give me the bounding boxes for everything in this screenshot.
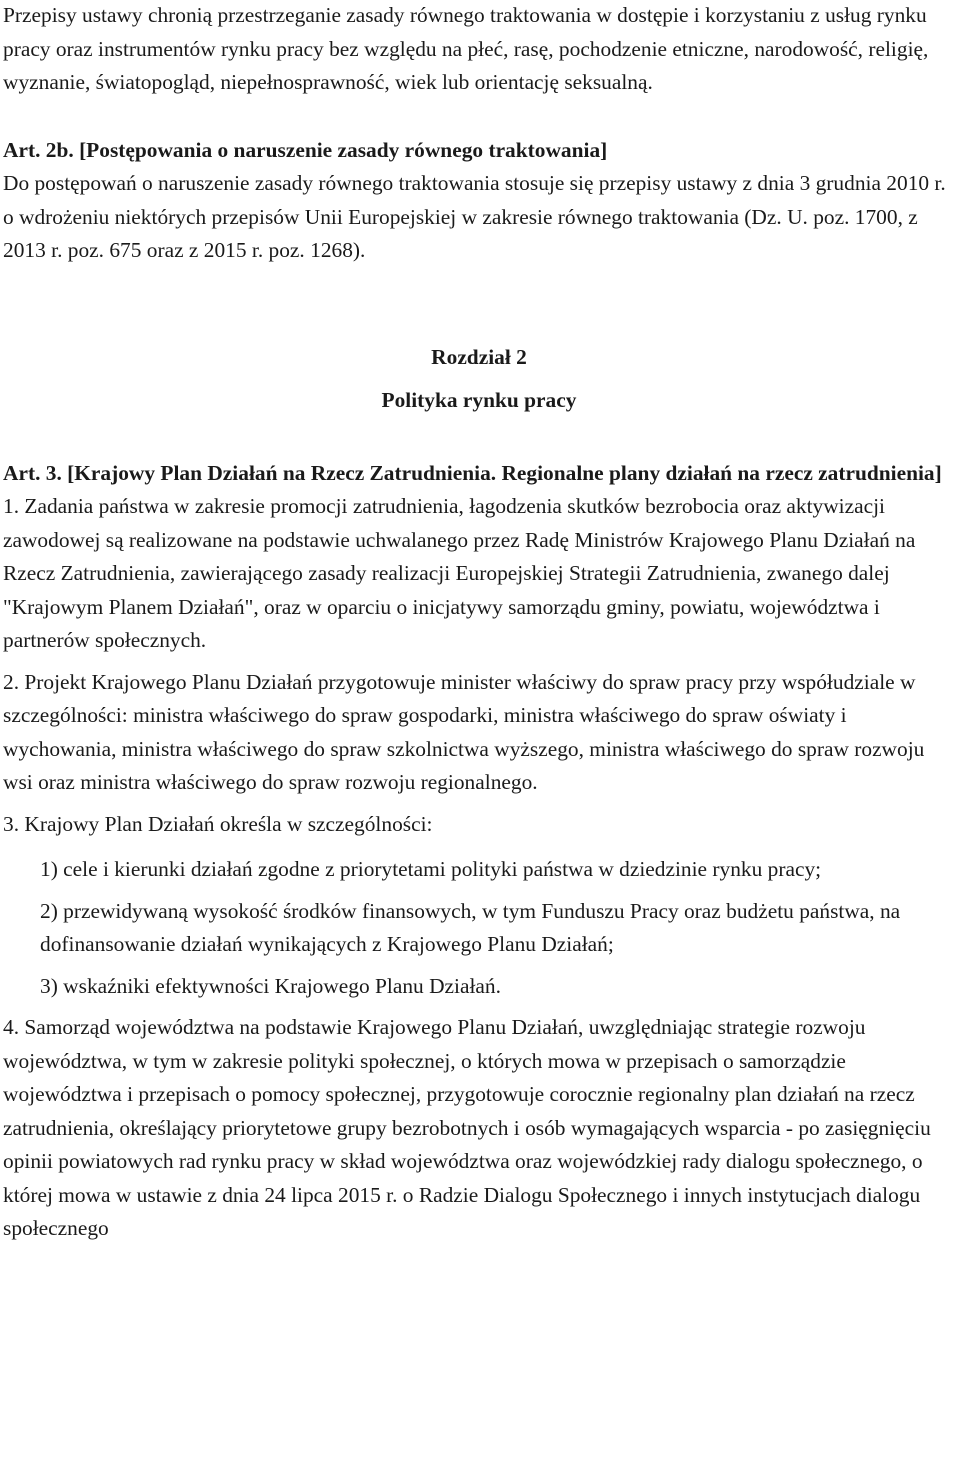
- article-3-heading: Art. 3. [Krajowy Plan Działań na Rzecz Zatrudnienia. Regionalne plany działań na rzecz zatrudnienia]: [3, 460, 942, 485]
- article-2b-title: [Postępowania o naruszenie zasady równego traktowania]: [79, 137, 608, 162]
- article-3-item-1: 1) cele i kierunki działań zgodne z priorytetami polityki państwa w dziedzinie rynku pracy;: [40, 857, 822, 881]
- article-2b: [3, 134, 955, 268]
- article-3: [3, 457, 955, 1246]
- chapter-heading: [3, 336, 955, 422]
- article-3-section-3: 3. Krajowy Plan Działań określa w szczególności:: [3, 811, 433, 836]
- article-3-section-4: 4. Samorząd województwa na podstawie Krajowego Planu Działań, uwzględniając strategie rozwoju województwa, w tym w zakresie polityki społecznej, o których mowa w przepisach o samorządzie województwa i przepisach o pomocy społecznej, przygotowuje corocznie regionalny plan działań na rzecz zatrudnienia, określający priorytetowe grupy bezrobotnych i osób wymagających wsparcia - po zasięgnięciu opinii powiatowych rad rynku pracy w skład województwa oraz wojewódzkiej rady dialogu społecznego, o której mowa w ustawie z dnia 24 lipca 2015 r. o Radzie Dialogu Społecznego i innych instytucjach dialogu społecznego: [3, 1015, 931, 1240]
- chapter-number: Rozdział 2: [431, 344, 527, 369]
- intro-paragraph: Przepisy ustawy chronią przestrzeganie zasady równego traktowania w dostępie i korzystaniu z usług rynku pracy oraz instrumentów rynku pracy bez względu na płeć, rasę, pochodzenie etniczne, narodowość, religię, wyznanie, światopogląd, niepełnosprawność, wiek lub orientację seksualną.: [3, 3, 929, 94]
- chapter-title: Polityka rynku pracy: [381, 387, 577, 412]
- article-2b-text: Do postępowań o naruszenie zasady równego traktowania stosuje się przepisy ustawy z dnia 3 grudnia 2010 r. o wdrożeniu niektórych przepisów Unii Europejskiej w zakresie równego traktowania (Dz. U. poz. 1700, z 2013 r. poz. 675 oraz z 2015 r. poz. 1268).: [3, 171, 946, 262]
- document-page: [3, 0, 955, 1246]
- article-2b-heading: Art. 2b.: [3, 137, 74, 162]
- article-3-item-2: 2) przewidywaną wysokość środków finansowych, w tym Funduszu Pracy oraz budżetu państwa, na dofinansowanie działań wynikających z Krajowego Planu Działań;: [40, 898, 901, 956]
- article-3-section-1: 1. Zadania państwa w zakresie promocji zatrudnienia, łagodzenia skutków bezrobocia oraz aktywizacji zawodowej są realizowane na podstawie uchwalanego przez Radę Ministrów Krajowego Planu Działań na Rzecz Zatrudnienia, zawierającego zasady realizacji Europejskiej Strategii Zatrudnienia, zwanego dalej "Krajowym Planem Działań", oraz w oparciu o inicjatywy samorządu gminy, powiatu, województwa i partnerów społecznych.: [3, 494, 916, 652]
- article-3-section-2: 2. Projekt Krajowego Planu Działań przygotowuje minister właściwy do spraw pracy przy współudziale w szczególności: ministra właściwego do spraw gospodarki, ministra właściwego do spraw oświaty i wychowania, ministra właściwego do spraw szkolnictwa wyższego, ministra właściwego do spraw rozwoju wsi oraz ministra właściwego do spraw rozwoju regionalnego.: [3, 669, 925, 794]
- article-2b-paragraph: [3, 134, 955, 268]
- article-3-item-3: 3) wskaźniki efektywności Krajowego Planu Działań.: [40, 973, 501, 998]
